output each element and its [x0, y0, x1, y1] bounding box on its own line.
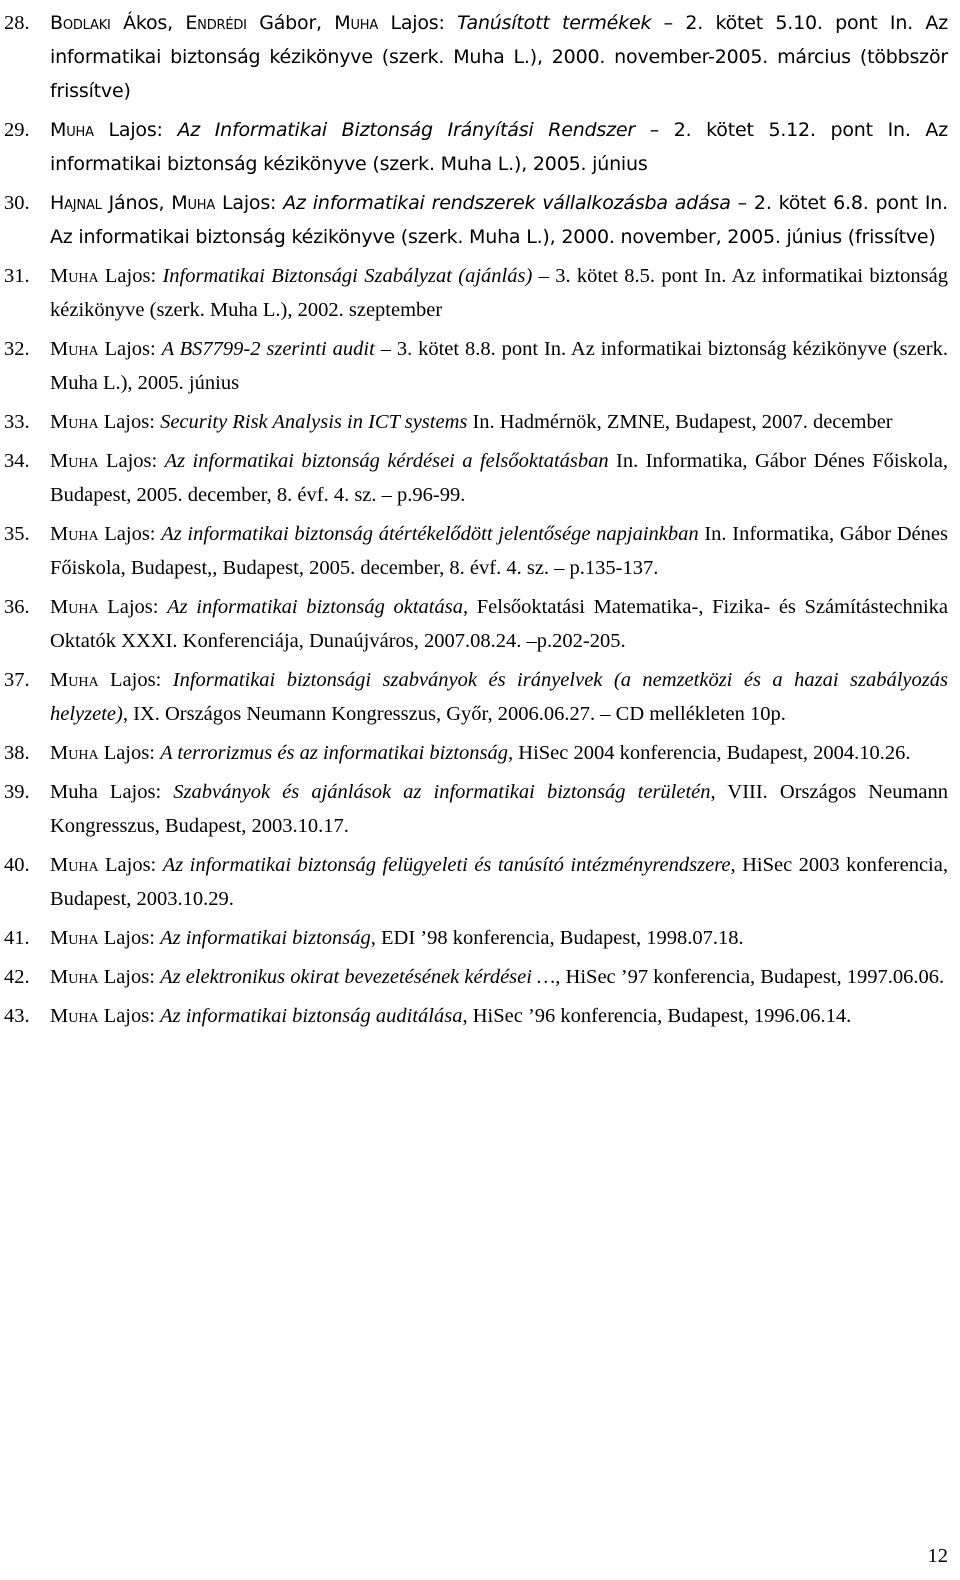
reference-entry: [4, 663, 948, 731]
reference-title: A terrorizmus és az informatikai biztonság,: [160, 742, 514, 764]
reference-text: [50, 736, 948, 770]
reference-text: [50, 848, 948, 916]
reference-number: 28.: [4, 12, 30, 34]
reference-segment: Lajos:: [98, 411, 161, 433]
reference-entry: [4, 6, 948, 108]
reference-segment: HiSec 2004 konferencia, Budapest, 2004.10.26.: [513, 742, 911, 764]
reference-number: 30.: [4, 192, 30, 214]
reference-number: 31.: [4, 265, 30, 287]
author-surname: Muha: [50, 854, 99, 876]
author-surname: Muha: [50, 742, 99, 764]
reference-title: Az informatikai rendszerek vállalkozásba adása: [283, 192, 731, 214]
reference-segment: János,: [101, 192, 172, 214]
reference-title: Szabványok és ajánlások az informatikai biztonság területén: [173, 781, 711, 803]
author-surname: Muha: [50, 265, 99, 287]
reference-segment: Lajos:: [98, 596, 168, 618]
reference-segment: , EDI ’98 konferencia, Budapest, 1998.07.18.: [370, 927, 744, 949]
reference-segment: – 2. kötet 5.10. pont In. Az informatikai biztonság kézikönyve (szerk. Muha L.), 2000. november-2005. március (többször frissítve): [50, 12, 948, 102]
author-surname: Muha: [50, 338, 99, 360]
reference-text: [50, 332, 948, 400]
reference-segment: , HiSec ’97 konferencia, Budapest, 1997.06.06.: [555, 966, 945, 988]
reference-title: Informatikai Biztonsági Szabályzat (ajánlás): [162, 265, 533, 287]
reference-text: [50, 186, 948, 254]
reference-segment: Lajos:: [98, 265, 163, 287]
reference-text: [50, 444, 948, 512]
reference-text: [50, 259, 948, 327]
author-surname: Muha: [50, 450, 99, 472]
reference-text: [50, 999, 948, 1033]
author-surname: Muha: [50, 411, 99, 433]
reference-number: 38.: [4, 742, 30, 764]
reference-segment: – 2. kötet 5.12. pont In. Az informatikai biztonság kézikönyve (szerk. Muha L.), 2005. június: [50, 119, 948, 175]
reference-text: [50, 517, 948, 585]
reference-entry: [4, 186, 948, 254]
reference-segment: Lajos:: [98, 669, 173, 691]
reference-entry: [4, 960, 948, 994]
reference-number: 29.: [4, 119, 30, 141]
author-surname: Muha: [50, 523, 99, 545]
reference-segment: In. Informatika, Gábor Dénes Főiskola, Budapest,, Budapest, 2005. december, 8. évf. 4. sz. – p.135-137.: [50, 523, 948, 579]
reference-segment: In. Hadmérnök, ZMNE, Budapest, 2007. december: [467, 411, 893, 433]
reference-number: 43.: [4, 1005, 30, 1027]
author-surname: Muha: [50, 927, 99, 949]
reference-segment: In. Informatika, Gábor Dénes Főiskola, Budapest, 2005. december, 8. évf. 4. sz. – p.96-99.: [50, 450, 948, 506]
reference-title: Az Informatikai Biztonság Irányítási Rendszer: [177, 119, 635, 141]
author-surname: Muha: [50, 1005, 99, 1027]
reference-title: Security Risk Analysis in ICT systems: [160, 411, 468, 433]
reference-title: Az elektronikus okirat bevezetésének kérdései …: [160, 966, 556, 988]
reference-entry: [4, 590, 948, 658]
reference-segment: Lajos:: [98, 338, 162, 360]
reference-segment: Muha Lajos:: [50, 781, 174, 803]
reference-number: 40.: [4, 854, 30, 876]
reference-segment: Lajos:: [98, 523, 162, 545]
reference-segment: Lajos:: [378, 12, 458, 34]
author-surname: Muha: [50, 119, 94, 141]
reference-text: [50, 6, 948, 108]
reference-number: 36.: [4, 596, 30, 618]
reference-entry: [4, 517, 948, 585]
reference-title: Az informatikai biztonság felügyeleti és tanúsító intézményrendszere,: [162, 854, 736, 876]
reference-segment: – 3. kötet 8.5. pont In. Az informatikai biztonság kézikönyve (szerk. Muha L.), 2002. szeptember: [50, 265, 948, 321]
reference-segment: , HiSec ’96 konferencia, Budapest, 1996.06.14.: [462, 1005, 852, 1027]
author-surname: Endrédi: [185, 12, 247, 34]
reference-segment: Lajos:: [98, 927, 161, 949]
reference-segment: Lajos:: [93, 119, 178, 141]
reference-title: A BS7799-2 szerinti audit: [161, 338, 375, 360]
reference-text: [50, 113, 948, 181]
reference-entry: [4, 848, 948, 916]
reference-entry: [4, 444, 948, 512]
reference-title: Az informatikai biztonság átértékelődött jelentősége napjainkban: [161, 523, 699, 545]
reference-title: Az informatikai biztonság oktatása: [167, 596, 463, 618]
reference-entry: [4, 921, 948, 955]
reference-segment: Lajos:: [98, 450, 165, 472]
reference-segment: – 3. kötet 8.8. pont In. Az informatikai biztonság kézikönyve (szerk. Muha L.), 2005. június: [50, 338, 948, 394]
reference-entry: [4, 332, 948, 400]
author-surname: Bodlaki: [50, 12, 111, 34]
reference-entry: [4, 999, 948, 1033]
reference-title: Az informatikai biztonság auditálása: [160, 1005, 463, 1027]
reference-text: [50, 590, 948, 658]
reference-segment: – 2. kötet 6.8. pont In. Az informatikai biztonság kézikönyve (szerk. Muha L.), 2000. november, 2005. június (frissítve): [50, 192, 948, 248]
reference-number: 34.: [4, 450, 30, 472]
reference-segment: Ákos,: [110, 12, 186, 34]
reference-segment: Lajos:: [215, 192, 284, 214]
reference-segment: Lajos:: [98, 742, 161, 764]
reference-title: Az informatikai biztonság: [160, 927, 371, 949]
reference-segment: Gábor,: [246, 12, 335, 34]
reference-number: 33.: [4, 411, 30, 433]
author-surname: Muha: [171, 192, 216, 214]
reference-title: Tanúsított termékek: [457, 12, 652, 34]
reference-text: [50, 775, 948, 843]
reference-segment: HiSec 2003 konferencia, Budapest, 2003.10.29.: [50, 854, 948, 910]
reference-text: [50, 921, 948, 955]
author-surname: Hajnal: [50, 192, 102, 214]
reference-segment: Lajos:: [98, 966, 161, 988]
reference-entry: [4, 259, 948, 327]
reference-number: 39.: [4, 781, 30, 803]
reference-title: Az informatikai biztonság kérdései a felsőoktatásban: [164, 450, 609, 472]
author-surname: Muha: [50, 669, 99, 691]
reference-segment: , VIII. Országos Neumann Kongresszus, Budapest, 2003.10.17.: [50, 781, 948, 837]
reference-segment: Lajos:: [98, 854, 163, 876]
reference-text: [50, 405, 948, 439]
author-surname: Muha: [334, 12, 379, 34]
reference-number: 42.: [4, 966, 30, 988]
reference-number: 41.: [4, 927, 30, 949]
reference-segment: , Felsőoktatási Matematika-, Fizika- és Számítástechnika Oktatók XXXI. Konferenciája, Dunaújváros, 2007.08.24. –p.202-205.: [50, 596, 948, 652]
reference-entry: [4, 113, 948, 181]
reference-title: Informatikai biztonsági szabványok és irányelvek (a nemzetközi és a hazai szabályozás helyzete): [50, 669, 948, 725]
page-number: 12: [927, 1545, 948, 1567]
reference-segment: Lajos:: [98, 1005, 161, 1027]
reference-text: [50, 960, 948, 994]
reference-entry: [4, 736, 948, 770]
reference-number: 35.: [4, 523, 30, 545]
reference-number: 32.: [4, 338, 30, 360]
reference-entry: [4, 775, 948, 843]
reference-entry: [4, 405, 948, 439]
reference-number: 37.: [4, 669, 30, 691]
reference-text: [50, 663, 948, 731]
reference-segment: , IX. Országos Neumann Kongresszus, Győr, 2006.06.27. – CD mellékleten 10p.: [122, 703, 786, 725]
author-surname: Muha: [50, 596, 99, 618]
author-surname: Muha: [50, 966, 99, 988]
